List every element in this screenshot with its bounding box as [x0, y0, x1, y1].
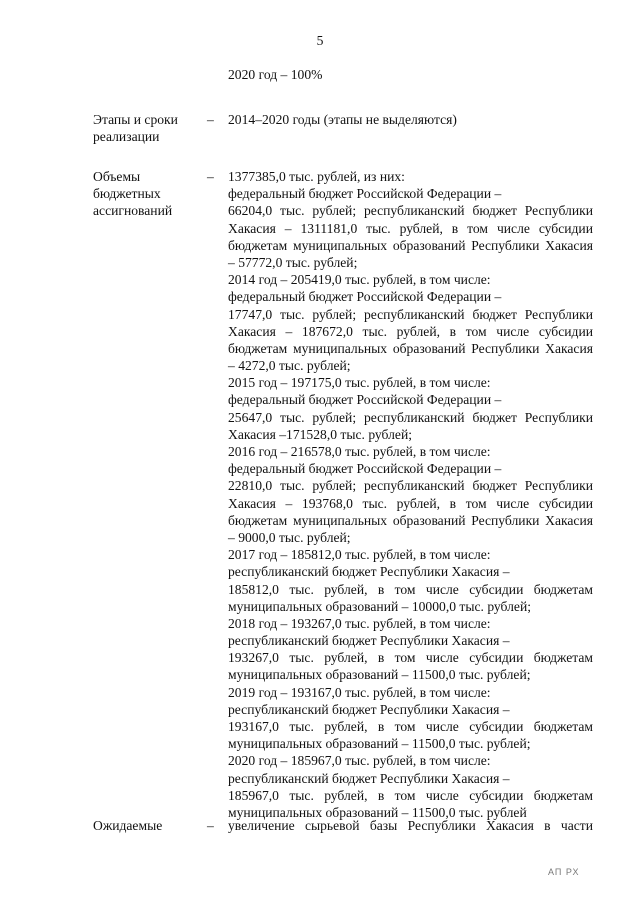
- content-line: Хакасия – 1311181,0 тыс. рублей, в том числе субсидии: [228, 220, 593, 236]
- content-line: республиканский бюджет Республики Хакасия –: [228, 564, 510, 580]
- label-line: Ожидаемые: [93, 818, 163, 833]
- section-dash: –: [207, 169, 214, 184]
- content-line: 2014–2020 годы (этапы не выделяются): [228, 112, 457, 127]
- content-line: республиканский бюджет Республики Хакасия –: [228, 701, 510, 717]
- content-line: федеральный бюджет Российской Федерации –: [228, 289, 502, 305]
- content-line: 2017 год – 185812,0 тыс. рублей, в том числе:: [228, 547, 491, 563]
- page-number: 5: [316, 33, 324, 48]
- label-line: Объемы: [93, 169, 141, 184]
- section-content: [228, 111, 593, 128]
- content-line: бюджетам муниципальных образований Республики Хакасия: [228, 512, 593, 528]
- label-line: реализации: [93, 129, 160, 145]
- content-line: муниципальных образований – 10000,0 тыс. рублей;: [228, 598, 531, 614]
- content-line: 25647,0 тыс. рублей; республиканский бюджет Республики: [228, 409, 593, 425]
- section-dash: –: [207, 818, 214, 833]
- content-line: – 57772,0 тыс. рублей;: [228, 254, 358, 270]
- content-line: 2014 год – 205419,0 тыс. рублей, в том числе:: [228, 272, 491, 288]
- content-line: 2019 год – 193167,0 тыс. рублей, в том числе:: [228, 684, 491, 700]
- content-line: 2015 год – 197175,0 тыс. рублей, в том числе:: [228, 375, 491, 391]
- content-line: республиканский бюджет Республики Хакасия –: [228, 770, 510, 786]
- content-line: – 4272,0 тыс. рублей;: [228, 358, 351, 374]
- content-line: 193167,0 тыс. рублей, в том числе субсидии бюджетам: [228, 719, 593, 734]
- content-line: Хакасия – 193768,0 тыс. рублей, в том числе субсидии: [228, 495, 593, 511]
- section-content: [228, 817, 593, 834]
- section-label: [93, 111, 205, 145]
- content-line: бюджетам муниципальных образований Республики Хакасия: [228, 340, 593, 356]
- content-line: 2016 год – 216578,0 тыс. рублей, в том числе:: [228, 444, 491, 459]
- intro-text: 2020 год – 100%: [228, 67, 323, 82]
- section-content: [228, 168, 593, 821]
- section-label: [93, 817, 205, 834]
- section-label: [93, 168, 205, 220]
- content-line: 1377385,0 тыс. рублей, из них:: [228, 169, 405, 184]
- label-line: Этапы и сроки: [93, 112, 178, 127]
- content-line: федеральный бюджет Российской Федерации –: [228, 461, 502, 477]
- content-line: 17747,0 тыс. рублей; республиканский бюджет Республики: [228, 306, 593, 322]
- content-line: 66204,0 тыс. рублей; республиканский бюджет Республики: [228, 203, 593, 219]
- label-line: ассигнований: [93, 203, 173, 219]
- content-line: – 9000,0 тыс. рублей;: [228, 529, 351, 545]
- content-line: 185812,0 тыс. рублей, в том числе субсидии бюджетам: [228, 581, 593, 597]
- archive-stamp: АП РХ: [548, 867, 580, 877]
- content-line: 193267,0 тыс. рублей, в том числе субсидии бюджетам: [228, 650, 593, 666]
- content-line: федеральный бюджет Российской Федерации –: [228, 392, 502, 408]
- content-line: муниципальных образований – 11500,0 тыс. рублей;: [228, 736, 531, 752]
- content-line: республиканский бюджет Республики Хакасия –: [228, 633, 510, 649]
- content-line: увеличение сырьевой базы Республики Хакасия в части: [228, 818, 593, 833]
- content-line: 185967,0 тыс. рублей, в том числе субсидии бюджетам: [228, 787, 593, 803]
- content-line: 2018 год – 193267,0 тыс. рублей, в том числе:: [228, 615, 491, 631]
- section-dash: –: [207, 112, 214, 127]
- content-line: 2020 год – 185967,0 тыс. рублей, в том числе:: [228, 753, 491, 769]
- content-line: муниципальных образований – 11500,0 тыс. рублей: [228, 804, 527, 820]
- content-line: федеральный бюджет Российской Федерации –: [228, 186, 502, 202]
- label-line: бюджетных: [93, 186, 161, 202]
- content-line: Хакасия – 187672,0 тыс. рублей, в том числе субсидии: [228, 323, 593, 339]
- content-line: бюджетам муниципальных образований Республики Хакасия: [228, 237, 593, 253]
- content-line: Хакасия –171528,0 тыс. рублей;: [228, 426, 412, 442]
- intro-line: [228, 66, 593, 83]
- content-line: муниципальных образований – 11500,0 тыс. рублей;: [228, 667, 531, 683]
- content-line: 22810,0 тыс. рублей; республиканский бюджет Республики: [228, 478, 593, 494]
